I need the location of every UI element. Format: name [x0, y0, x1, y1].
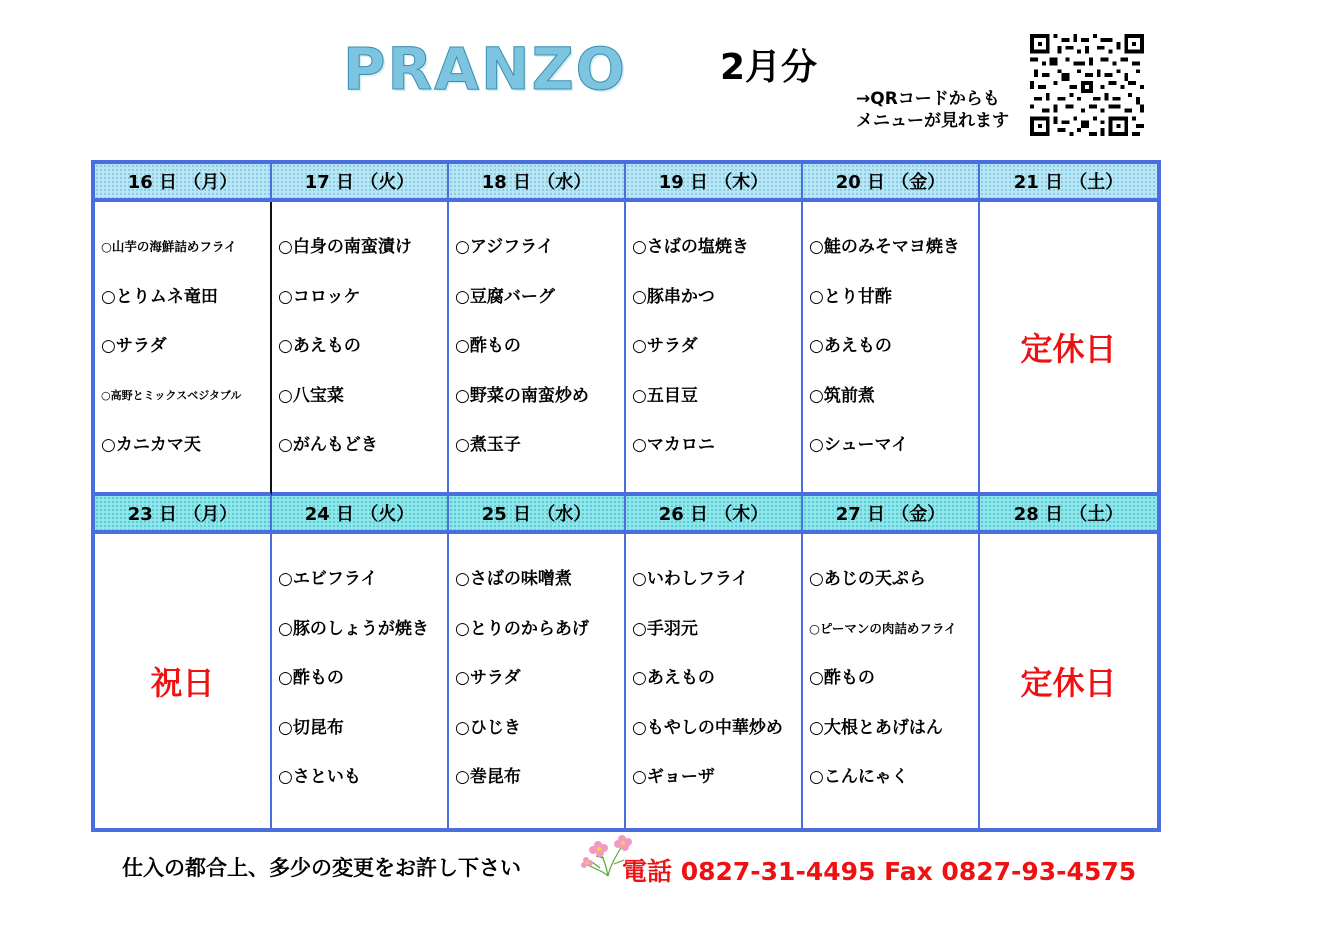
day-header: 27 日 （金）	[803, 496, 980, 534]
menu-item: ○高野とミックスベジタブル	[101, 388, 242, 402]
menu-item: ○八宝菜	[278, 385, 344, 406]
menu-item: ○がんもどき	[278, 435, 378, 455]
menu-item: ○あじの天ぷら	[809, 569, 926, 589]
menu-item: ○サラダ	[101, 336, 167, 356]
menu-item: ○豚串かつ	[632, 286, 715, 307]
menu-item: ○さといも	[278, 767, 361, 787]
menu-item: ○カニカマ天	[101, 435, 201, 455]
day-header: 19 日 （木）	[626, 164, 803, 202]
menu-item: ○マカロニ	[632, 435, 715, 455]
menu-item: ○とりムネ竜田	[101, 286, 218, 307]
menu-item: ○手羽元	[632, 618, 698, 639]
qr-note-line1: →QRコードからも	[856, 89, 1000, 109]
closed-day-28: 定休日	[1020, 664, 1117, 702]
menu-item: ○とりのからあげ	[455, 618, 589, 639]
menu-item: ○ギョーザ	[632, 767, 715, 787]
menu-item: ○シューマイ	[809, 435, 909, 455]
menu-item: ○こんにゃく	[809, 767, 909, 787]
menu-item: ○さばの味噌煮	[455, 569, 572, 589]
logo-title: PRANZO	[343, 35, 627, 103]
menu-item: ○酢もの	[455, 336, 521, 356]
day-header: 18 日 （水）	[449, 164, 626, 202]
day-menu-27	[803, 534, 980, 828]
day-menu-20	[803, 202, 980, 496]
qr-code-icon[interactable]	[1030, 34, 1144, 136]
menu-item: ○さばの塩焼き	[632, 237, 749, 257]
menu-item: ○切昆布	[278, 717, 344, 738]
menu-calendar	[91, 160, 1161, 832]
menu-item: ○コロッケ	[278, 286, 361, 307]
menu-item: ○ピーマンの肉詰めフライ	[809, 620, 957, 636]
menu-item: ○鮭のみそマヨ焼き	[809, 237, 960, 257]
menu-item: ○あえもの	[809, 336, 892, 356]
menu-item: ○筑前煮	[809, 385, 875, 406]
day-header: 26 日 （木）	[626, 496, 803, 534]
day-header: 17 日 （火）	[272, 164, 449, 202]
closed-day-21: 定休日	[980, 202, 1157, 496]
menu-item: ○大根とあげはん	[809, 717, 943, 738]
menu-item: ○豆腐バーグ	[455, 286, 555, 307]
day-menu-26	[626, 534, 803, 828]
menu-item: ○サラダ	[455, 668, 521, 688]
menu-item: ○白身の南蛮漬け	[278, 237, 412, 257]
day-header: 28 日 （土）	[980, 496, 1157, 534]
day-menu-16	[95, 202, 272, 496]
menu-item: ○五目豆	[632, 385, 698, 406]
menu-item: ○山芋の海鮮詰めフライ	[101, 239, 237, 254]
footer-note: 仕入の都合上、多少の変更をお許し下さい	[122, 856, 521, 880]
day-header: 23 日 （月）	[95, 496, 272, 534]
menu-item: ○ひじき	[455, 717, 521, 738]
day-menu-25	[449, 534, 626, 828]
day-header: 20 日 （金）	[803, 164, 980, 202]
day-header: 21 日 （土）	[980, 164, 1157, 202]
qr-note-line2: メニューが見れます	[856, 111, 1009, 131]
menu-item: ○巻昆布	[455, 767, 521, 787]
menu-item: ○野菜の南蛮炒め	[455, 385, 589, 406]
day-menu-19	[626, 202, 803, 496]
menu-item: ○酢もの	[278, 668, 344, 688]
day-menu-17	[272, 202, 449, 496]
day-header: 24 日 （火）	[272, 496, 449, 534]
menu-item: ○豚のしょうが焼き	[278, 618, 429, 639]
day-menu-24	[272, 534, 449, 828]
menu-item: ○もやしの中華炒め	[632, 717, 783, 738]
menu-item: ○エビフライ	[278, 569, 378, 589]
day-header: 16 日 （月）	[95, 164, 272, 202]
day-menu-18	[449, 202, 626, 496]
menu-item: ○サラダ	[632, 336, 698, 356]
phone-fax[interactable]: 電話 0827-31-4495 Fax 0827-93-4575	[622, 857, 1137, 886]
menu-item: ○あえもの	[278, 336, 361, 356]
menu-item: ○いわしフライ	[632, 569, 749, 589]
qr-note	[856, 88, 1009, 132]
menu-item: ○煮玉子	[455, 435, 521, 455]
menu-item: ○酢もの	[809, 668, 875, 688]
holiday-23: 祝日	[95, 534, 272, 828]
day-header: 25 日 （水）	[449, 496, 626, 534]
month-label: 2月分	[720, 47, 818, 88]
menu-item: ○とり甘酢	[809, 286, 892, 307]
menu-item: ○あえもの	[632, 668, 715, 688]
menu-item: ○アジフライ	[455, 237, 554, 257]
